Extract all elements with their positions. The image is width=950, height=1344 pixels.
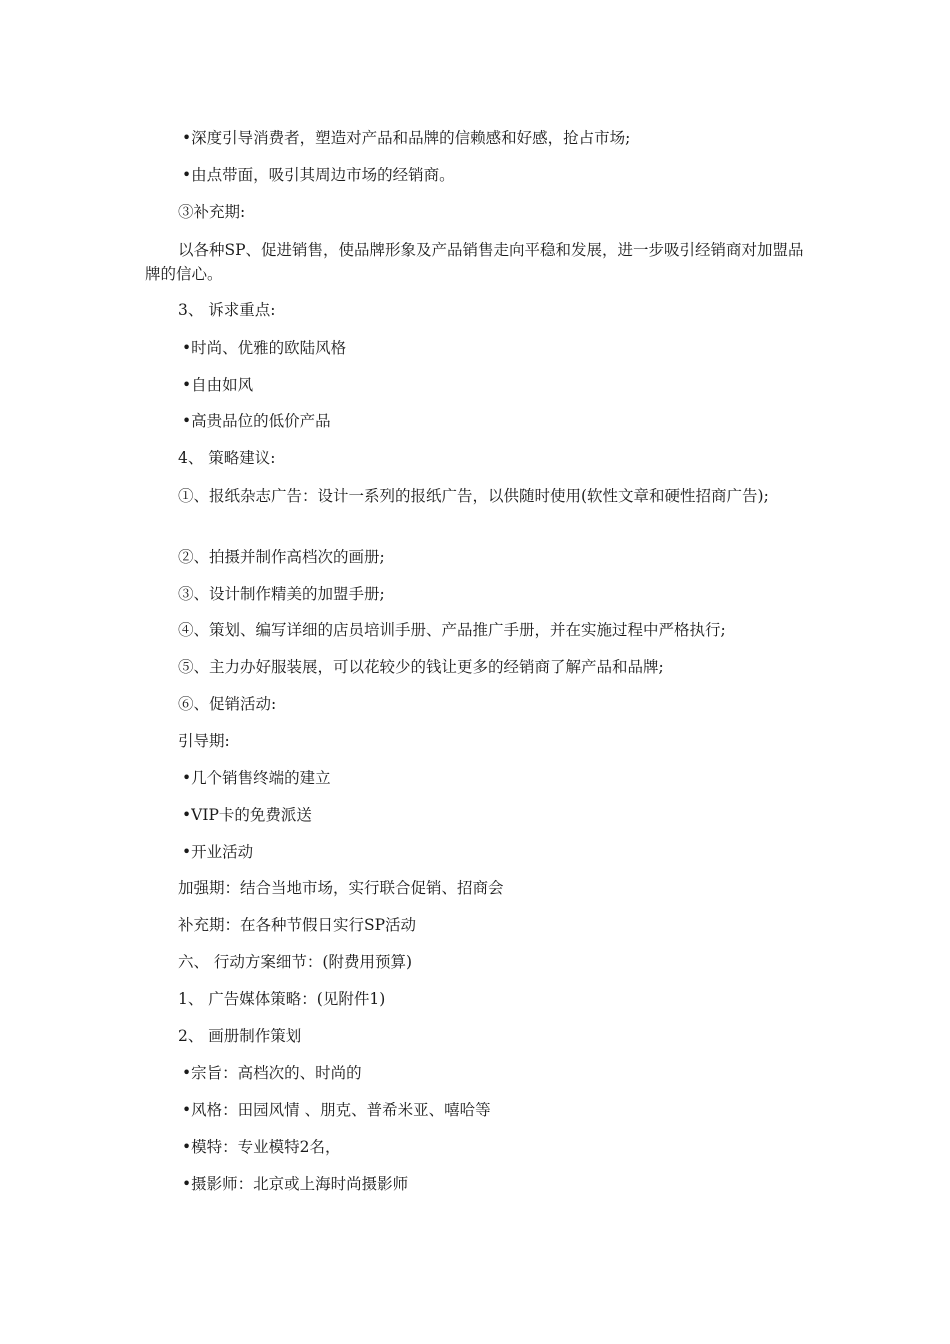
bullet-line: •深度引导消费者，塑造对产品和品牌的信赖感和好感，抢占市场;	[182, 129, 631, 147]
bullet-line: •模特：专业模特2名，	[182, 1138, 341, 1156]
bullet-line: •高贵品位的低价产品	[182, 412, 331, 430]
bullet-line: •由点带面，吸引其周边市场的经销商。	[182, 166, 455, 184]
list-item: ⑥、促销活动:	[178, 695, 277, 713]
section-heading: 4、 策略建议:	[178, 449, 276, 467]
bullet-line: •时尚、优雅的欧陆风格	[182, 339, 347, 357]
section-heading: 2、 画册制作策划	[178, 1027, 302, 1045]
section-heading: 3、 诉求重点:	[178, 301, 276, 319]
bullet-line: •自由如风	[182, 376, 254, 394]
list-item: ④、策划、编写详细的店员培训手册、产品推广手册，并在实施过程中严格执行;	[178, 621, 726, 639]
bullet-line: •摄影师：北京或上海时尚摄影师	[182, 1175, 409, 1193]
bullet-line: •几个销售终端的建立	[182, 769, 331, 787]
paragraph: 以各种SP、促进销售，使品牌形象及产品销售走向平稳和发展，进一步吸引经销商对加盟品牌的信心。	[145, 241, 804, 283]
list-item: ②、拍摄并制作高档次的画册;	[178, 548, 385, 566]
bullet-line: •宗旨：高档次的、时尚的	[182, 1064, 362, 1082]
text-line: 加强期：结合当地市场，实行联合促销、招商会	[178, 879, 504, 897]
section-heading: 1、 广告媒体策略：(见附件1)	[178, 990, 386, 1008]
paragraph: ①、报纸杂志广告：设计一系列的报纸广告，以供随时使用(软性文章和硬性招商广告);	[178, 487, 769, 505]
bullet-line: •VIP卡的免费派送	[182, 806, 312, 824]
list-item: ③、设计制作精美的加盟手册;	[178, 585, 385, 603]
subsection-heading: ③补充期:	[178, 203, 246, 221]
subsection-heading: 引导期:	[178, 732, 230, 750]
bullet-line: •开业活动	[182, 843, 254, 861]
list-item: ⑤、主力办好服装展，可以花较少的钱让更多的经销商了解产品和品牌;	[178, 658, 664, 676]
bullet-line: •风格：田园风情 、朋克、普希米亚、嘻哈等	[182, 1101, 491, 1119]
section-heading: 六、 行动方案细节：(附费用预算)	[178, 953, 413, 971]
text-line: 补充期：在各种节假日实行SP活动	[178, 916, 417, 934]
